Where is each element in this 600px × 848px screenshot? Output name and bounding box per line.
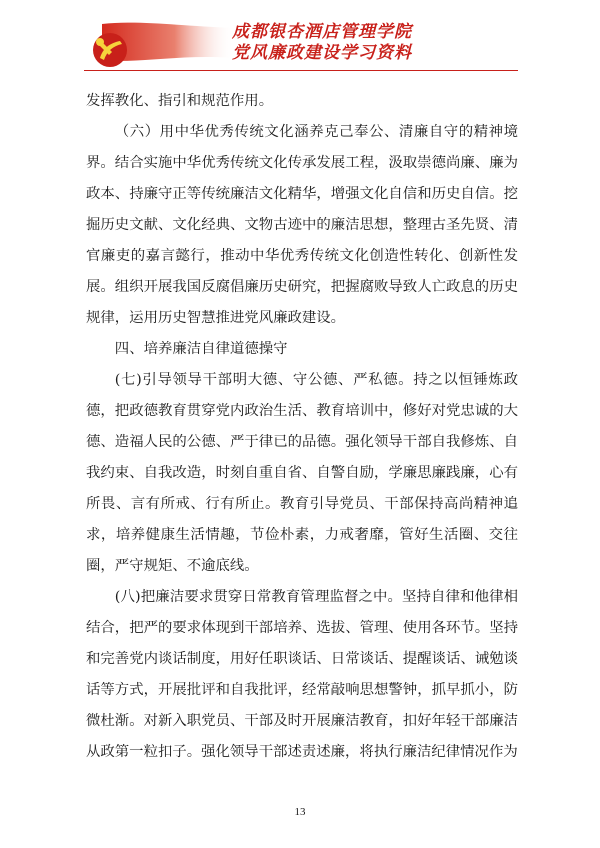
header-title-line2: 党风廉政建设学习资料 xyxy=(232,43,412,63)
paragraph-six: （六）用中华优秀传统文化涵养克己奉公、清廉自守的精神境界。结合实施中华优秀传统文化传承发展工程，汲取崇德尚廉、廉为政本、持廉守正等传统廉洁文化精华，增强文化自信和历史自信。挖掘历史文献、文化经典、文物古迹中的廉洁思想，整理古圣先贤、清官廉吏的嘉言懿行，推动中华优秀传统文化创造性转化、创新性发展。组织开展我国反腐倡廉历史研究，把握腐败导致人亡政息的历史规律，运用历史智慧推进党风廉政建设。 xyxy=(86,124,518,326)
page-number: 13 xyxy=(294,806,306,818)
header-title xyxy=(232,22,412,64)
paragraph-continuation: 发挥教化、指引和规范作用。 xyxy=(86,93,274,109)
document-body xyxy=(86,86,518,768)
paragraph-seven: (七)引导领导干部明大德、守公德、严私德。持之以恒锤炼政德，把政德教育贯穿党内政治生活、教育培训中，修好对党忠诚的大德、造福人民的公德、严于律已的品德。强化领导干部自我修炼、自我约束、自我改造，时刻自重自省、自警自励，学廉思廉践廉，心有所畏、言有所戒、行有所止。教育引导党员、干部保持高尚精神追求，培养健康生活情趣，节俭朴素，力戒奢靡，管好生活圈、交往圈，严守规矩、不逾底线。 xyxy=(86,372,518,574)
paragraph-eight: (八)把廉洁要求贯穿日常教育管理监督之中。坚持自律和他律相结合，把严的要求体现到干部培养、选拔、管理、使用各环节。坚持和完善党内谈话制度，用好任职谈话、日常谈话、提醒谈话、诫勉谈话等方式，开展批评和自我批评，经常敲响思想警钟，抓早抓小，防微杜渐。对新入职党员、干部及时开展廉洁教育，扣好年轻干部廉洁从政第一粒扣子。强化领导干部述责述廉，将执行廉洁纪律情况作为 xyxy=(86,589,518,760)
header-divider xyxy=(84,70,518,71)
page-header xyxy=(0,0,600,84)
header-title-line1: 成都银杏酒店管理学院 xyxy=(232,22,412,42)
party-emblem-icon xyxy=(84,18,234,70)
section-heading-four: 四、培养廉洁自律道德操守 xyxy=(114,341,288,357)
